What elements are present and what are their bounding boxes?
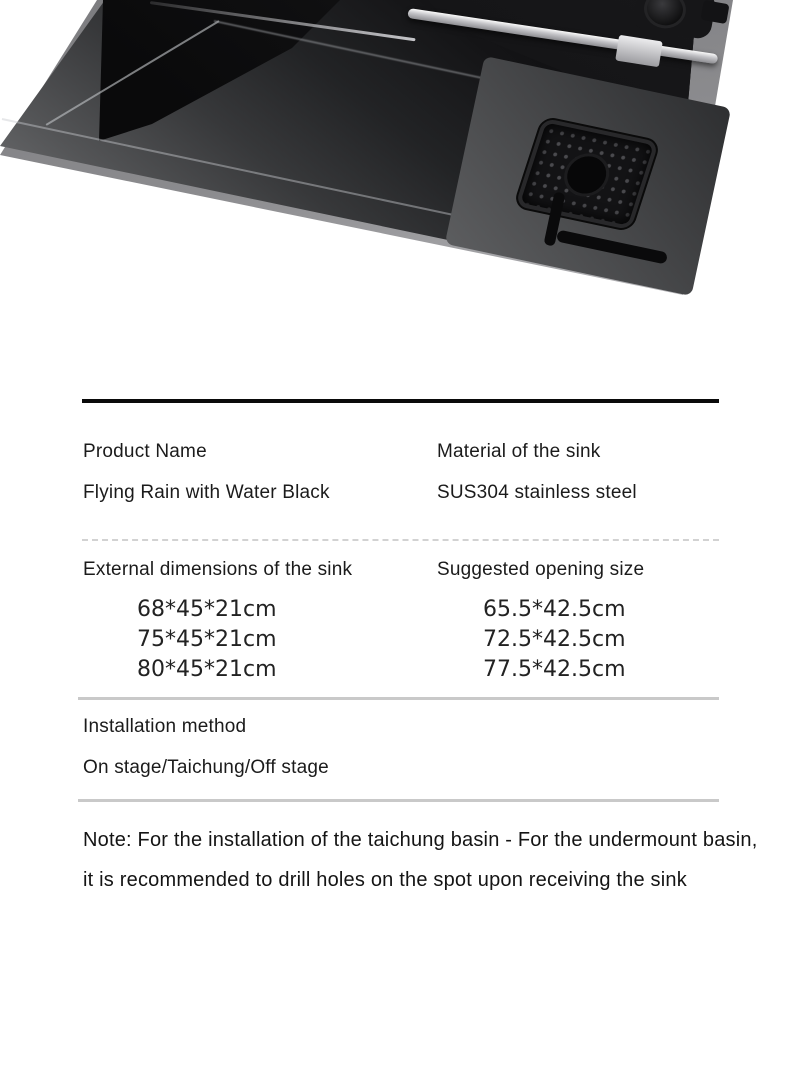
product-photo [0, 0, 790, 365]
material-label: Material of the sink [437, 441, 601, 462]
faucet-knob-disc [641, 0, 689, 32]
divider [82, 539, 719, 541]
divider [78, 697, 719, 700]
product-name-value: Flying Rain with Water Black [83, 482, 330, 503]
drain-hole [562, 153, 611, 197]
divider [78, 799, 719, 802]
product-name-label: Product Name [83, 441, 207, 462]
dimensions-header: External dimensions of the sink [83, 559, 353, 580]
faucet-handle-wing [700, 0, 729, 24]
dimension-options [137, 595, 277, 685]
dimension-option: 75*45*21cm [137, 627, 277, 652]
note-text: Note: For the installation of the taichung basin - For the undermount basin, it is recommended to drill holes on the spot upon receiving the sink [83, 829, 758, 891]
installation-method-value: On stage/Taichung/Off stage [83, 757, 329, 778]
section-rule [82, 399, 719, 403]
material-value: SUS304 stainless steel [437, 482, 637, 503]
opening-size-options [483, 595, 626, 685]
opening-size-option: 77.5*42.5cm [483, 657, 626, 682]
dimension-option: 68*45*21cm [137, 597, 277, 622]
opening-size-option: 72.5*42.5cm [483, 627, 626, 652]
opening-size-option: 65.5*42.5cm [483, 597, 626, 622]
opening-size-header: Suggested opening size [437, 559, 645, 580]
installation-method-label: Installation method [83, 716, 247, 737]
dimension-option: 80*45*21cm [137, 657, 277, 682]
